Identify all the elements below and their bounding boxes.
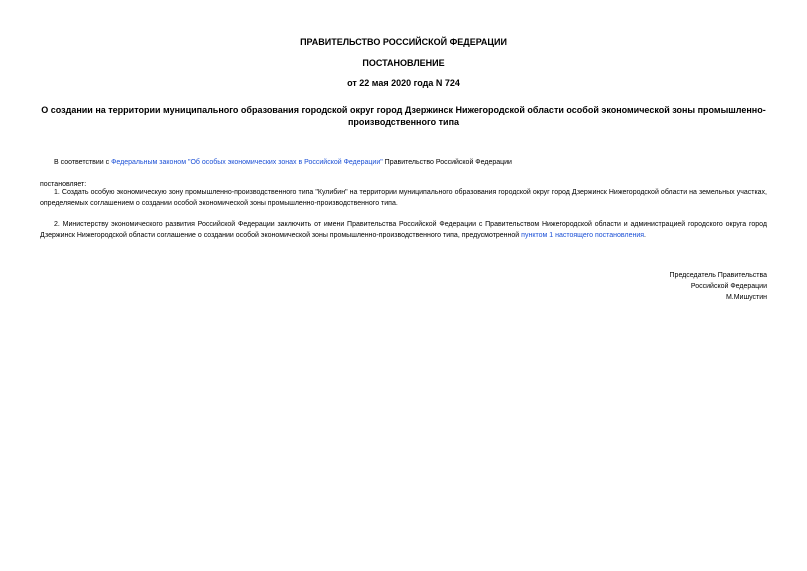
document-title: О создании на территории муниципального образования городской округ город Дзержинск Нижегородской области особой экономической зоны промышленно-производственного типа [41, 105, 766, 127]
basis-prefix: В соответствии с [54, 159, 112, 166]
clause-1-reference-link[interactable]: пунктом 1 настоящего постановления [521, 232, 645, 239]
signatory-name: М.Мишустин [725, 294, 767, 301]
decree-word: постановляет: [40, 181, 87, 188]
basis-paragraph [40, 157, 767, 168]
clause-1: 1. Создать особую экономическую зону промышленно-производственного типа "Кулибин" на территории муниципального образования городской округ город Дзержинск Нижегородской области на земельных участках, определяемых соглашением о создании особой экономической зоны промышленно-производственного типа. [40, 189, 767, 207]
clause-2-text: 2. Министерству экономического развития Российской Федерации заключить от имени Правительства Российской Федерации с Правительством Нижегородской области и администрацией городского округа город Дзержинск Нижегородской области соглашение о создании особой экономической зоны промышленно-производственного типа, предусмотренной [40, 221, 767, 239]
document-type: ПОСТАНОВЛЕНИЕ [362, 58, 445, 68]
signatory-position-line-2: Российской Федерации [690, 283, 767, 290]
signature-block [567, 270, 767, 303]
clause-2-end: . [644, 232, 646, 239]
clause-2 [40, 219, 767, 241]
issuing-authority: ПРАВИТЕЛЬСТВО РОССИЙСКОЙ ФЕДЕРАЦИИ [300, 37, 507, 47]
federal-law-link[interactable]: Федеральным законом "Об особых экономических зонах в Российской Федерации" [111, 159, 383, 166]
basis-suffix: Правительство Российской Федерации [382, 159, 512, 166]
signatory-position-line-1: Председатель Правительства [669, 272, 767, 279]
document-date-number: от 22 мая 2020 года N 724 [347, 78, 460, 88]
